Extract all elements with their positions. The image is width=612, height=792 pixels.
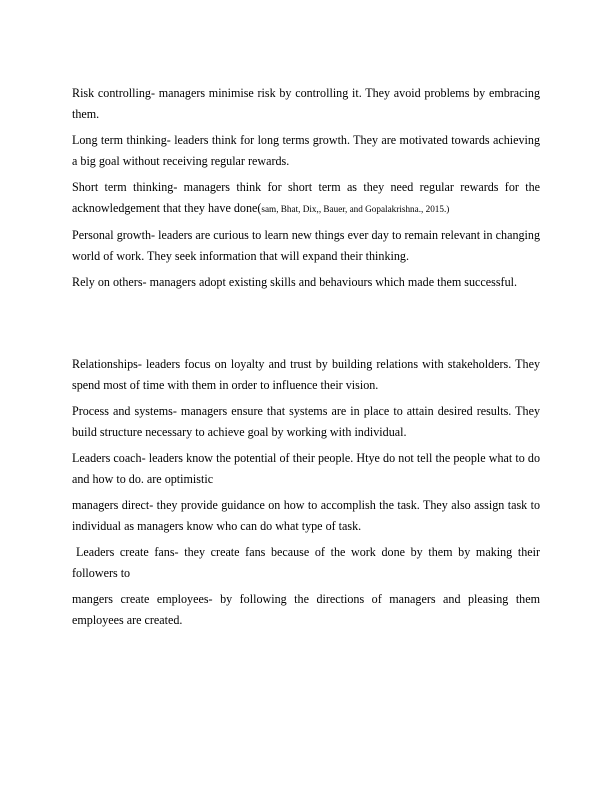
- paragraph-rely-on-others: Rely on others- managers adopt existing skills and behaviours which made them successful.: [72, 275, 518, 289]
- paragraph-managers-create-employees: mangers create employees- by following the directions of managers and pleasing them employees are created.: [72, 592, 540, 627]
- short-term-text: Short term thinking- managers think for short term as they need regular rewards for the acknowledgement that they have done(: [72, 180, 540, 215]
- paragraph-relationships: Relationships- leaders focus on loyalty and trust by building relations with stakeholders. They spend most of time with them in order to influence their vision.: [72, 357, 540, 392]
- paragraph-personal-growth: Personal growth- leaders are curious to learn new things ever day to remain relevant in changing world of work. They seek information that will expand their thinking.: [72, 228, 540, 263]
- paragraph-managers-direct: managers direct- they provide guidance on how to accomplish the task. They also assign task to individual as managers know who can do what type of task.: [72, 498, 540, 533]
- paragraph-risk-controlling: Risk controlling- managers minimise risk by controlling it. They avoid problems by embracing them.: [72, 86, 540, 121]
- document-page: [72, 83, 540, 631]
- paragraph-leaders-create-fans: Leaders create fans- they create fans because of the work done by them by making their followers to: [72, 545, 540, 580]
- paragraph-long-term-thinking: Long term thinking- leaders think for long terms growth. They are motivated towards achieving a big goal without receiving regular rewards.: [72, 133, 540, 168]
- paragraph-leaders-coach: Leaders coach- leaders know the potential of their people. Htye do not tell the people what to do and how to do. are optimistic: [72, 451, 540, 486]
- paragraph-process-systems: Process and systems- managers ensure that systems are in place to attain desired results. They build structure necessary to achieve goal by working with individual.: [72, 404, 540, 439]
- section-spacer: [72, 293, 540, 354]
- citation: sam, Bhat, Dix,, Bauer, and Gopalakrishna., 2015.): [261, 204, 450, 214]
- paragraph-short-term-thinking: [72, 177, 540, 220]
